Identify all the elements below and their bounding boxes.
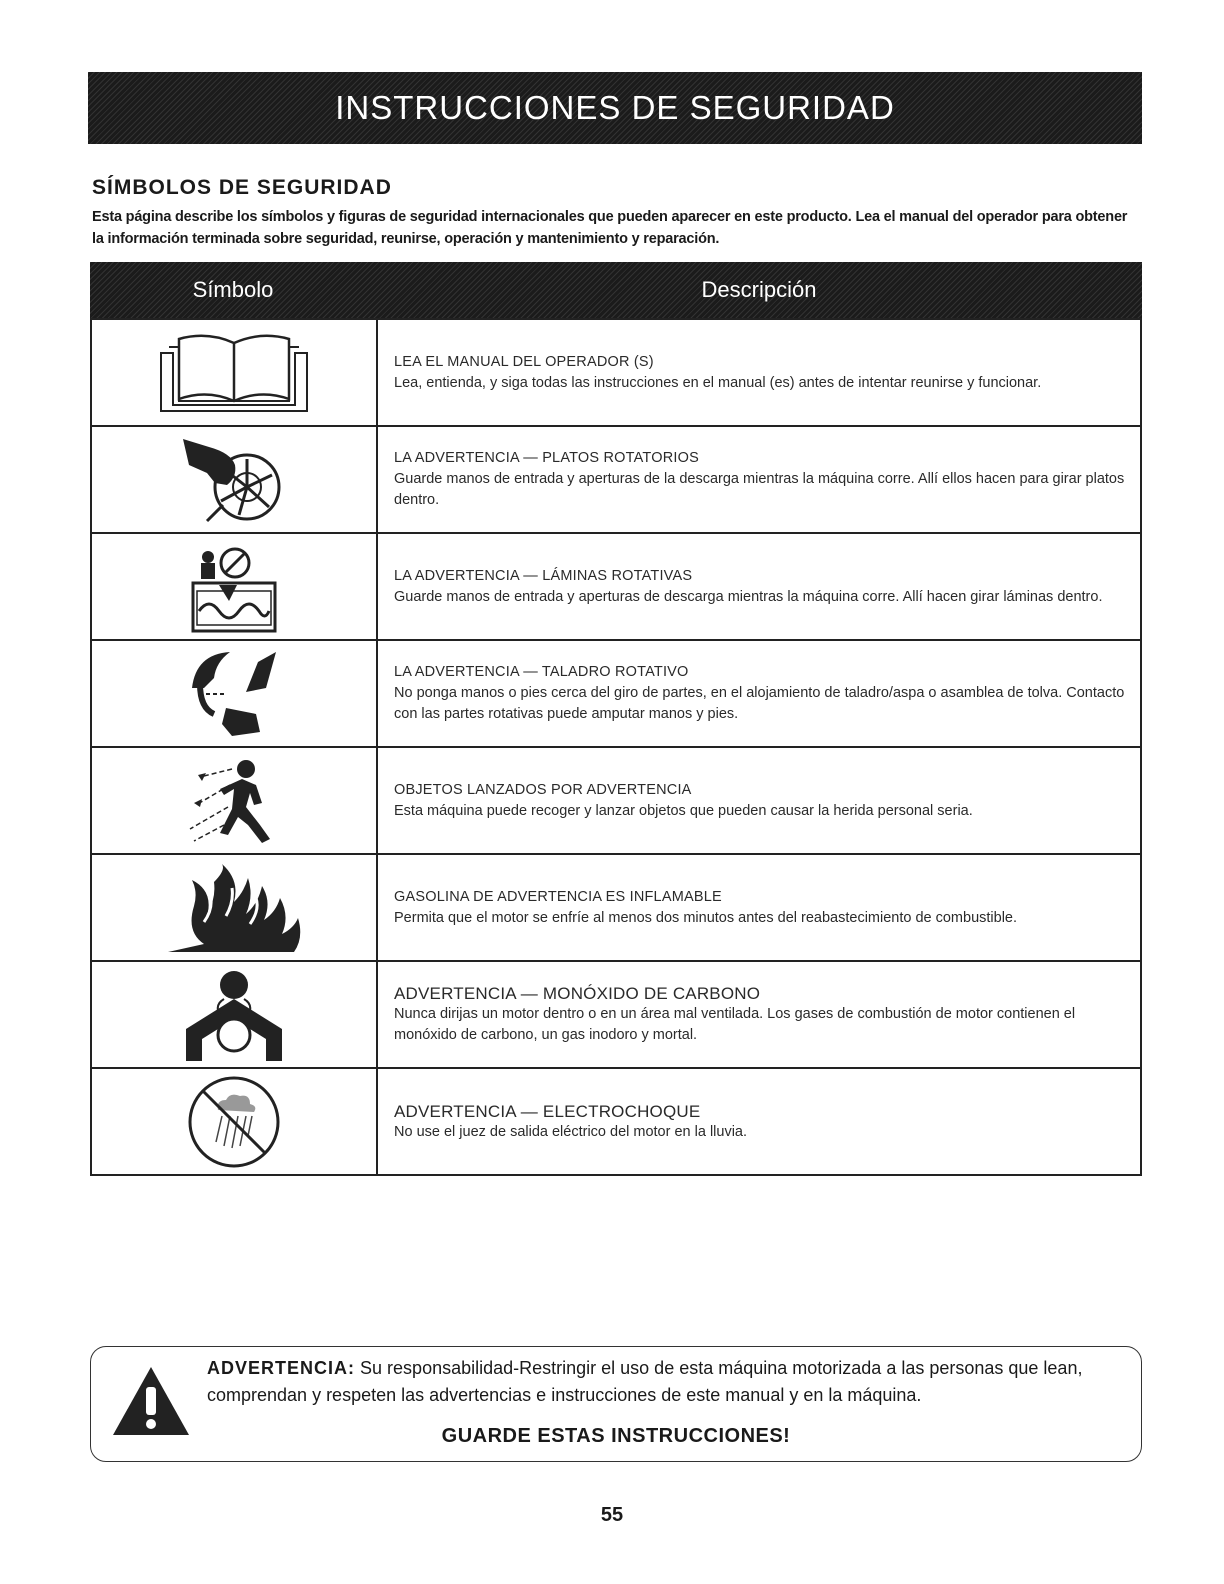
- row-title: OBJETOS LANZADOS POR ADVERTENCIA: [394, 781, 692, 798]
- warning-body: Su responsabilidad-Restringir el uso de esta máquina motorizada a las personas que lean, comprendan y respeten las advertencias e instrucciones de este manual y en la máquina.: [207, 1358, 1083, 1405]
- row-title: LA ADVERTENCIA — PLATOS ROTATORIOS: [394, 450, 699, 466]
- row-title: LEA EL MANUAL DEL OPERADOR (S): [394, 353, 654, 370]
- no-rain-electrocution-icon: [186, 1074, 282, 1170]
- table-row: [90, 427, 1142, 534]
- row-title: ADVERTENCIA — MONÓXIDO DE CARBONO: [394, 984, 761, 1003]
- open-book-icon: [159, 333, 309, 413]
- row-text: Guarde manos de entrada y aperturas de descarga mientras la máquina corre. Allí hacen girar láminas dentro.: [394, 588, 1103, 605]
- row-text: No ponga manos o pies cerca del giro de partes, en el alojamiento de taladro/aspa o asamblea de tolva. Contacto con las partes rotativas puede amputar manos y pies.: [394, 685, 1125, 722]
- table-row: [90, 641, 1142, 748]
- warning-text: [207, 1355, 1127, 1409]
- safety-symbols-table: [90, 262, 1142, 1176]
- table-header: [90, 262, 1142, 318]
- table-row: [90, 962, 1142, 1069]
- rotating-auger-icon: [186, 648, 282, 740]
- page-number: 55: [600, 1504, 624, 1526]
- header-symbol: Símbolo: [192, 277, 274, 302]
- rotating-impeller-hand-icon: [179, 435, 289, 525]
- row-text: No use el juez de salida eléctrico del motor en la lluvia.: [394, 1123, 748, 1140]
- row-text: Lea, entienda, y siga todas las instrucciones en el manual (es) antes de intentar reunirse y funcionar.: [394, 374, 1042, 391]
- row-title: GASOLINA DE ADVERTENCIA ES INFLAMABLE: [394, 888, 722, 905]
- table-row: [90, 855, 1142, 962]
- row-text: Permita que el motor se enfríe al menos dos minutos antes del reabastecimiento de combustible.: [394, 909, 1018, 926]
- table-row: [90, 534, 1142, 641]
- row-title: LA ADVERTENCIA — TALADRO ROTATIVO: [394, 664, 689, 680]
- banner-title: INSTRUCCIONES DE SEGURIDAD: [335, 89, 895, 126]
- flames-icon: [164, 862, 304, 954]
- warning-label: ADVERTENCIA:: [207, 1358, 356, 1378]
- section-title: SÍMBOLOS DE SEGURIDAD: [92, 176, 392, 199]
- table-row: [90, 748, 1142, 855]
- page-banner: [88, 72, 1142, 144]
- rotating-blades-icon: [189, 541, 279, 633]
- table-row: [90, 1069, 1142, 1176]
- save-instructions: GUARDE ESTAS INSTRUCCIONES!: [441, 1425, 791, 1447]
- thrown-objects-icon: [184, 755, 284, 847]
- table-row: [90, 318, 1142, 427]
- intro-paragraph: Esta página describe los símbolos y figuras de seguridad internacionales que pueden aparecer en este producto. Lea el manual del operador para obtener la información terminada sobre seguridad, reunirse, operación y mantenimiento y reparación.: [92, 209, 1128, 247]
- row-text: Guarde manos de entrada y aperturas de la descarga mientras la máquina corre. Allí ellos hacen para girar platos dentro.: [394, 471, 1125, 508]
- row-text: Esta máquina puede recoger y lanzar objetos que pueden causar la herida personal seria.: [394, 802, 973, 819]
- carbon-monoxide-icon: [184, 969, 284, 1061]
- row-title: ADVERTENCIA — ELECTROCHOQUE: [394, 1101, 701, 1121]
- header-description: Descripción: [701, 277, 817, 302]
- row-title: LA ADVERTENCIA — LÁMINAS ROTATIVAS: [394, 567, 693, 584]
- row-text: Nunca dirijas un motor dentro o en un área mal ventilada. Los gases de combustión de motor contienen el monóxido de carbono, un gas inodoro y mortal.: [394, 1006, 1076, 1043]
- warning-box: [90, 1346, 1142, 1462]
